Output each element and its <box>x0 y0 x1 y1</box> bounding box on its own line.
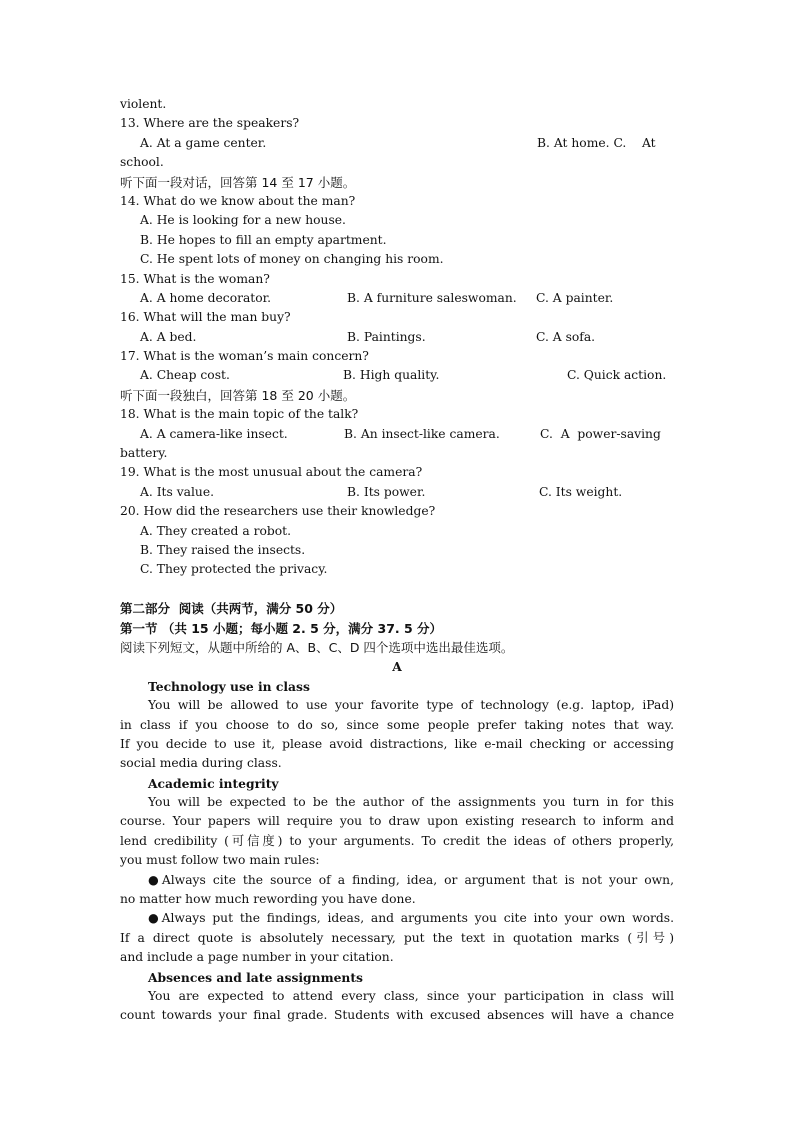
q13-wrap: school. <box>120 155 164 170</box>
q19-options <box>120 483 674 502</box>
q19-stem: 19. What is the most unusual about the camera? <box>120 465 423 480</box>
q15-stem: 15. What is the woman? <box>120 271 270 286</box>
reading-instruction: 阅读下列短文，从题中所给的 A、B、C、D 四个选项中选出最佳选项。 <box>120 639 514 655</box>
q18-option-c: C. A power-saving <box>540 426 661 441</box>
q16-options <box>120 328 674 347</box>
p3-line: You are expected to attend every class, since your participation in class will <box>148 988 674 1003</box>
q13-option-a: A. At a game center. <box>140 135 267 150</box>
q13-options <box>120 134 674 153</box>
q20-option-b: B. They raised the insects. <box>140 542 306 557</box>
q18-wrap: battery. <box>120 446 168 461</box>
bullet-2-line: ●Always put the findings, ideas, and arguments you cite into your own words. <box>148 911 674 926</box>
q18-stem: 18. What is the main topic of the talk? <box>120 407 359 422</box>
document-page <box>120 95 674 1026</box>
instruction-18-20: 听下面一段独白，回答第 18 至 20 小题。 <box>120 387 356 403</box>
q17-stem: 17. What is the woman’s main concern? <box>120 349 369 364</box>
heading-absences: Absences and late assignments <box>148 969 363 985</box>
p1-line: If you decide to use it, please avoid distractions, like e-mail checking or accessing <box>120 736 674 751</box>
q14-option-a: A. He is looking for a new house. <box>140 213 346 228</box>
part2-title: 第二部分 阅读（共两节，满分 50 分） <box>120 601 343 617</box>
q15-option-b: B. A furniture saleswoman. <box>347 290 517 305</box>
q16-option-c: C. A sofa. <box>536 329 596 344</box>
q16-stem: 16. What will the man buy? <box>120 310 291 325</box>
q20-stem: 20. How did the researchers use their knowledge? <box>120 504 436 519</box>
q14-option-c: C. He spent lots of money on changing his room. <box>140 252 444 267</box>
q19-option-b: B. Its power. <box>347 484 426 499</box>
q19-option-c: C. Its weight. <box>539 484 623 499</box>
heading-technology: Technology use in class <box>148 678 310 694</box>
p1-line: social media during class. <box>120 756 282 771</box>
q14-option-b: B. He hopes to fill an empty apartment. <box>140 232 387 247</box>
q20-option-c: C. They protected the privacy. <box>140 562 328 577</box>
q20-option-a: A. They created a robot. <box>140 523 291 538</box>
q14-stem: 14. What do we know about the man? <box>120 193 356 208</box>
bullet-2-line: If a direct quote is absolutely necessary, put the text in quotation marks (引号) <box>120 930 674 945</box>
p2-line: course. Your papers will require you to draw upon existing research to inform and <box>120 814 674 829</box>
p2-line: You will be expected to be the author of the assignments you turn in for this <box>148 795 674 810</box>
q17-option-c: C. Quick action. <box>567 368 667 383</box>
p3-line: count towards your final grade. Students with excused absences will have a chance <box>120 1008 674 1023</box>
p2-line: lend credibility (可信度) to your arguments. To credit the ideas of others properly, <box>120 833 674 848</box>
bullet-1-line: no matter how much rewording you have done. <box>120 892 416 907</box>
q16-option-b: B. Paintings. <box>347 329 426 344</box>
passage-label: A <box>392 659 402 675</box>
q19-option-a: A. Its value. <box>140 484 215 499</box>
q13-option-bc: B. At home. C. At <box>537 135 656 150</box>
p1-line: You will be allowed to use your favorite type of technology (e.g. laptop, iPad) <box>148 698 674 713</box>
q17-options <box>120 366 674 385</box>
q18-options <box>120 425 674 444</box>
q17-option-a: A. Cheap cost. <box>140 368 230 383</box>
q15-option-a: A. A home decorator. <box>140 290 272 305</box>
q17-option-b: B. High quality. <box>343 368 440 383</box>
q16-option-a: A. A bed. <box>140 329 197 344</box>
q18-option-a: A. A camera-like insect. <box>140 426 288 441</box>
q15-option-c: C. A painter. <box>536 290 614 305</box>
bullet-2-line: and include a page number in your citation. <box>120 950 394 965</box>
bullet-1-line: ●Always cite the source of a finding, idea, or argument that is not your own, <box>148 872 674 887</box>
heading-integrity: Academic integrity <box>148 775 279 791</box>
q15-options <box>120 289 674 308</box>
q18-option-b: B. An insect-like camera. <box>344 426 500 441</box>
q12-tail: violent. <box>120 97 167 111</box>
instruction-14-17: 听下面一段对话，回答第 14 至 17 小题。 <box>120 174 356 190</box>
q13-stem: 13. Where are the speakers? <box>120 116 300 131</box>
p1-line: in class if you choose to do so, since some people prefer taking notes that way. <box>120 717 674 732</box>
p2-line: you must follow two main rules: <box>120 853 320 868</box>
section1-title: 第一节 （共 15 小题；每小题 2. 5 分，满分 37. 5 分） <box>120 620 443 636</box>
